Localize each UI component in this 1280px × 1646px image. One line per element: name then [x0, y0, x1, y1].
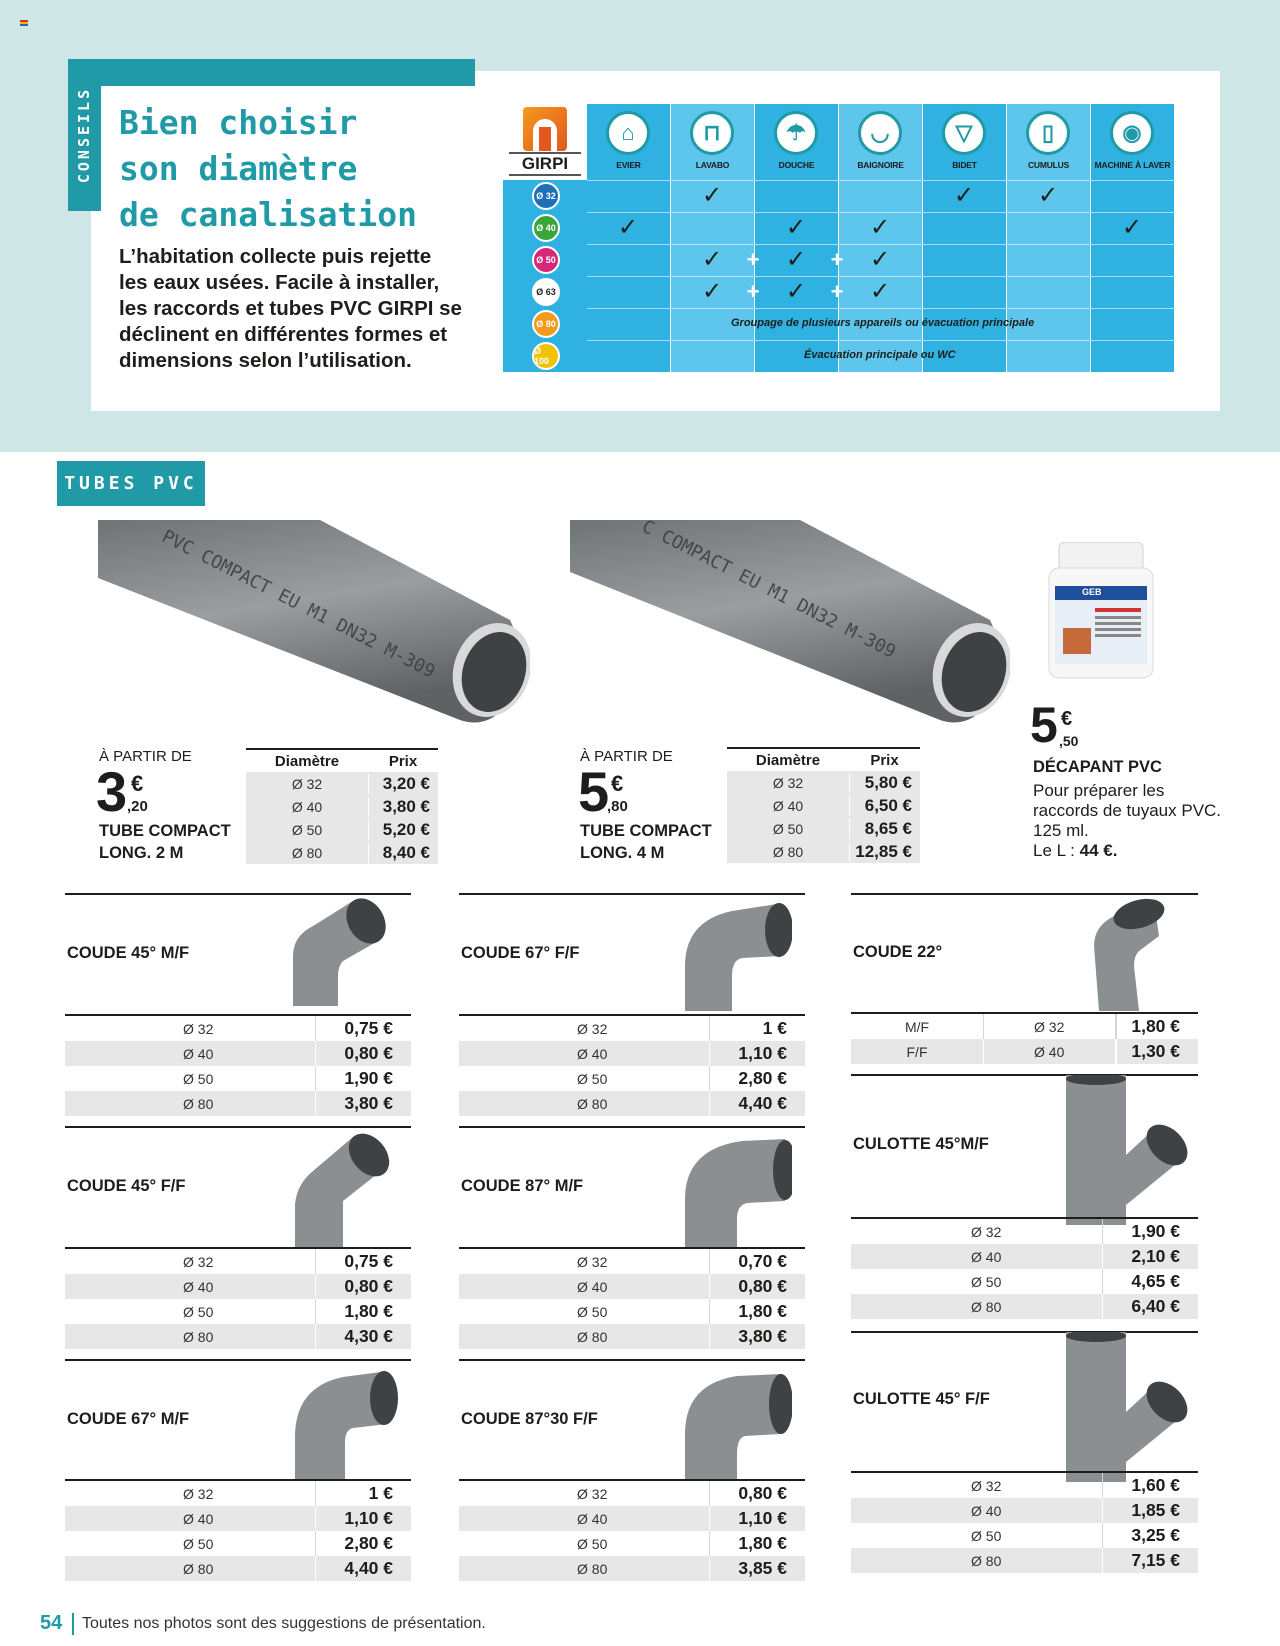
table-row-separator	[587, 308, 1180, 309]
fitting-price-table	[65, 1014, 411, 1116]
diameter-cell: Ø 50	[772, 820, 804, 837]
fitting-name: COUDE 45° F/F	[67, 1177, 186, 1195]
table-header	[246, 750, 438, 772]
fitting-image	[1041, 1332, 1191, 1482]
price-cell: 0,80 €	[709, 1481, 805, 1506]
fitting-price-table	[459, 1247, 805, 1349]
advice-text: L’habitation collecte puis rejette les eaux usées. Facile à installer, les raccords et tubes PVC GIRPI se déclinent en différentes formes et dimensions selon l’utilisation.	[119, 245, 462, 372]
check-icon: ✓	[701, 246, 723, 273]
fitting-image	[677, 896, 792, 1016]
bidet-icon: ▽	[942, 111, 986, 155]
price-cell: 1 €	[315, 1481, 411, 1506]
price-cell: 3,85 €	[709, 1556, 805, 1581]
diameter-cell: Ø 80	[971, 1298, 1002, 1315]
table-row	[851, 1473, 1198, 1498]
table-row	[65, 1324, 411, 1349]
fitting-name: CULOTTE 45° F/F	[853, 1390, 990, 1408]
check-icon: ✓	[1121, 214, 1143, 241]
diameter-badge: Ø 63	[532, 278, 560, 306]
table-row	[851, 1244, 1198, 1269]
fitting-image	[677, 1362, 792, 1482]
price-cell: 0,80 €	[315, 1041, 411, 1066]
fitting-divider	[459, 893, 805, 895]
diameter-cell: Ø 50	[577, 1535, 608, 1552]
tube-price-table	[246, 748, 438, 864]
price-cell: 7,15 €	[1102, 1548, 1198, 1573]
table-row	[65, 1274, 411, 1299]
fitting-name: COUDE 67° M/F	[67, 1410, 190, 1428]
price-cell: 4,40 €	[315, 1556, 411, 1581]
price-cell: 6,40 €	[1102, 1294, 1198, 1319]
usage-note: Groupage de plusieurs appareils ou évacuation principale	[731, 317, 1035, 329]
table-row	[65, 1041, 411, 1066]
fitting-image	[677, 1129, 792, 1249]
diameter-cell: Ø 40	[183, 1278, 214, 1295]
price-cents: ,20	[127, 798, 148, 815]
diameter-cell: Ø 32	[971, 1223, 1002, 1240]
diameter-cell: Ø 50	[577, 1303, 608, 1320]
fitting-divider	[851, 893, 1198, 895]
price-cell: 1,90 €	[315, 1066, 411, 1091]
appliance-label: DOUCHE	[778, 160, 815, 170]
product-name	[580, 820, 712, 864]
price-cents: ,50	[1059, 733, 1079, 749]
table-row	[459, 1091, 805, 1116]
page-number: 54	[40, 1612, 63, 1634]
girpi-logo-icon	[523, 107, 567, 151]
diameter-badge: Ø 32	[532, 182, 560, 210]
diameter-cell: Ø 32	[984, 1014, 1116, 1039]
diameter-cell: Ø 80	[577, 1328, 608, 1345]
table-row	[851, 1269, 1198, 1294]
diameter-cell: Ø 40	[577, 1510, 608, 1527]
price-cents: ,80	[607, 798, 628, 815]
water-heater-icon: ▯	[1026, 111, 1070, 155]
price-cell: 1,10 €	[315, 1506, 411, 1531]
diameter-cell: Ø 80	[772, 843, 804, 860]
table-row	[727, 794, 920, 817]
diameter-cell: Ø 40	[984, 1039, 1116, 1064]
product-description-line: Pour préparer les	[1033, 781, 1165, 800]
diameter-badge: Ø 100	[532, 342, 560, 370]
usage-note: Évacuation principale ou WC	[804, 349, 956, 361]
price-integer: 3	[96, 760, 128, 823]
price-cell: 1,80 €	[315, 1299, 411, 1324]
table-row	[851, 1523, 1198, 1548]
product-name: DÉCAPANT PVC	[1033, 758, 1162, 776]
price-cell: 1,80 €	[1116, 1014, 1198, 1039]
fitting-divider	[65, 1359, 411, 1361]
advice-title-line: de canalisation	[119, 195, 418, 234]
diameter-badge: Ø 40	[532, 214, 560, 242]
table-row	[65, 1016, 411, 1041]
footer-separator	[72, 1613, 74, 1635]
price-cell: 1,85 €	[1102, 1498, 1198, 1523]
column-header: Diamètre	[274, 752, 340, 770]
unit-price-label: Le L :	[1033, 841, 1080, 860]
plus-icon: +	[830, 247, 844, 272]
column-header: Diamètre	[755, 751, 821, 769]
price-currency: €	[1061, 708, 1073, 730]
table-row	[851, 1219, 1198, 1244]
appliance-label: BAIGNOIRE	[857, 160, 904, 170]
diameter-cell: Ø 50	[971, 1273, 1002, 1290]
fitting-image	[1041, 1075, 1191, 1225]
table-row	[459, 1066, 805, 1091]
diameter-cell: Ø 32	[183, 1485, 214, 1502]
table-row	[459, 1041, 805, 1066]
check-icon: ✓	[1037, 182, 1059, 209]
section-title: TUBES PVC	[57, 461, 205, 506]
table-row	[459, 1299, 805, 1324]
check-icon: ✓	[785, 214, 807, 241]
advice-tab-label: CONSEILS	[75, 86, 94, 184]
plus-icon: +	[746, 279, 760, 304]
bathtub-icon: ◡	[858, 111, 902, 155]
plus-icon: +	[830, 279, 844, 304]
check-icon: ✓	[701, 182, 723, 209]
table-row	[65, 1249, 411, 1274]
diameter-cell: Ø 32	[772, 774, 804, 791]
shower-icon: ☂	[774, 111, 818, 155]
appliance-label: MACHINE À LAVER	[1094, 160, 1171, 170]
jar-brand-label: GEB	[1082, 587, 1102, 597]
price-cell: 1,10 €	[709, 1041, 805, 1066]
table-row	[246, 772, 438, 795]
check-icon: ✓	[953, 182, 975, 209]
fitting-price-table	[65, 1479, 411, 1581]
table-row	[246, 795, 438, 818]
appliance-label: LAVABO	[695, 160, 730, 170]
unit-price	[1033, 841, 1117, 861]
variant-cell: F/F	[851, 1039, 984, 1064]
table-row-separator	[587, 180, 1180, 181]
fitting-price-table	[851, 1217, 1198, 1319]
table-row	[727, 817, 920, 840]
pvc-tube-2m-image	[90, 520, 530, 730]
product-description-line: raccords de tuyaux PVC.	[1033, 801, 1222, 820]
appliance-label: EVIER	[616, 160, 641, 170]
fitting-price-table	[65, 1247, 411, 1349]
fitting-image	[1069, 896, 1184, 1016]
table-row	[65, 1506, 411, 1531]
diameter-cell: Ø 50	[291, 821, 323, 838]
diameter-cell: Ø 32	[183, 1253, 214, 1270]
diameter-cell: Ø 80	[971, 1552, 1002, 1569]
diameter-cell: Ø 80	[183, 1560, 214, 1577]
fitting-divider	[65, 893, 411, 895]
price-integer: 5	[1030, 697, 1058, 753]
pvc-tube-4m-image	[570, 520, 1010, 730]
table-row	[459, 1324, 805, 1349]
diameter-cell: Ø 50	[971, 1527, 1002, 1544]
sink-icon: ⌂	[606, 111, 650, 155]
diameter-cell: Ø 80	[291, 844, 323, 861]
table-row	[65, 1091, 411, 1116]
washbasin-icon: ⊓	[690, 111, 734, 155]
advice-title-line: son diamètre	[119, 149, 358, 188]
diameter-badge: Ø 50	[532, 246, 560, 274]
price-cell: 2,80 €	[315, 1531, 411, 1556]
diameter-cell: Ø 32	[291, 775, 323, 792]
product-name-line: TUBE COMPACT	[99, 822, 231, 840]
fitting-image	[283, 1129, 398, 1249]
diameter-cell: Ø 32	[577, 1253, 608, 1270]
diameter-cell: Ø 40	[772, 797, 804, 814]
diameter-cell: Ø 80	[577, 1095, 608, 1112]
table-row	[459, 1556, 805, 1581]
table-row	[65, 1556, 411, 1581]
diameter-cell: Ø 50	[183, 1535, 214, 1552]
plus-icon: +	[746, 247, 760, 272]
decapant-jar-image	[1045, 542, 1157, 680]
price-cell: 3,25 €	[1102, 1523, 1198, 1548]
fitting-name: COUDE 45° M/F	[67, 944, 190, 962]
price-cell: 3,80 €	[368, 797, 438, 817]
price-cell: 5,80 €	[849, 773, 920, 793]
footer-note: Toutes nos photos sont des suggestions de présentation.	[82, 1615, 486, 1632]
table-row	[65, 1531, 411, 1556]
table-row	[65, 1299, 411, 1324]
diameter-cell: Ø 40	[577, 1045, 608, 1062]
diameter-cell: Ø 32	[577, 1020, 608, 1037]
price-cell: 0,75 €	[315, 1249, 411, 1274]
variant-cell: M/F	[851, 1014, 984, 1039]
table-row	[246, 841, 438, 864]
product-name-line: LONG. 2 M	[99, 844, 184, 862]
price-cell: 2,80 €	[709, 1066, 805, 1091]
color-mark	[20, 20, 28, 26]
diameter-column	[503, 180, 587, 372]
fitting-price-table	[851, 1012, 1198, 1064]
price-cell: 0,80 €	[709, 1274, 805, 1299]
price-cell: 2,10 €	[1102, 1244, 1198, 1269]
price-cell: 0,70 €	[709, 1249, 805, 1274]
price-cell: 0,75 €	[315, 1016, 411, 1041]
price-currency: €	[131, 771, 144, 796]
check-icon: ✓	[869, 246, 891, 273]
diameter-badge: Ø 80	[532, 310, 560, 338]
girpi-logo-text: GIRPI	[509, 152, 581, 176]
pipe-marking: PVC COMPACT EU M1 DN32 M-309	[158, 526, 439, 683]
table-row	[459, 1274, 805, 1299]
price-cell: 4,40 €	[709, 1091, 805, 1116]
washing-machine-icon: ◉	[1110, 111, 1154, 155]
fitting-price-table	[459, 1014, 805, 1116]
diameter-cell: Ø 40	[577, 1278, 608, 1295]
check-icon: ✓	[617, 214, 639, 241]
appliance-column	[1007, 104, 1090, 372]
diameter-cell: Ø 50	[183, 1070, 214, 1087]
price-cell: 3,20 €	[368, 774, 438, 794]
table-row-separator	[587, 340, 1180, 341]
table-row	[459, 1016, 805, 1041]
fitting-divider	[459, 1126, 805, 1128]
check-icon: ✓	[701, 278, 723, 305]
girpi-logo	[503, 105, 587, 179]
advice-header-bar	[68, 59, 475, 86]
advice-title-line: Bien choisir	[119, 103, 358, 142]
appliance-label: CUMULUS	[1027, 160, 1070, 170]
appliance-column	[671, 104, 754, 372]
price-cell: 4,65 €	[1102, 1269, 1198, 1294]
table-row	[65, 1481, 411, 1506]
table-row	[851, 1039, 1198, 1064]
price-cell: 6,50 €	[849, 796, 920, 816]
price-cell: 1,90 €	[1102, 1219, 1198, 1244]
check-icon: ✓	[785, 246, 807, 273]
check-icon: ✓	[869, 214, 891, 241]
price-cell: 1,80 €	[709, 1531, 805, 1556]
appliance-column	[923, 104, 1006, 372]
price-currency: €	[611, 771, 624, 796]
product-name-line: LONG. 4 M	[580, 844, 665, 862]
diameter-cell: Ø 32	[183, 1020, 214, 1037]
table-row-separator	[587, 212, 1180, 213]
pipe-marking: C COMPACT EU M1 DN32 M-309	[638, 516, 900, 663]
diameter-cell: Ø 32	[971, 1477, 1002, 1494]
price-cell: 8,40 €	[368, 843, 438, 863]
fitting-name: COUDE 87°30 F/F	[461, 1410, 598, 1428]
diameter-cell: Ø 80	[183, 1328, 214, 1345]
price-cell: 0,80 €	[315, 1274, 411, 1299]
diameter-cell: Ø 80	[183, 1095, 214, 1112]
price-integer: 5	[578, 760, 610, 823]
price-cell: 1,60 €	[1102, 1473, 1198, 1498]
tube-price-table	[727, 747, 920, 863]
table-row	[459, 1249, 805, 1274]
fitting-name: COUDE 22°	[853, 943, 943, 961]
diameter-cell: Ø 40	[971, 1502, 1002, 1519]
diameter-cell: Ø 50	[577, 1070, 608, 1087]
unit-price-value: 44 €.	[1079, 841, 1118, 860]
table-header	[727, 749, 920, 771]
fitting-image	[283, 896, 398, 1016]
price-cell: 3,80 €	[709, 1324, 805, 1349]
diameter-cell: Ø 40	[971, 1248, 1002, 1265]
fitting-divider	[459, 1359, 805, 1361]
diameter-cell: Ø 32	[577, 1485, 608, 1502]
table-row	[851, 1014, 1198, 1039]
fitting-price-table	[851, 1471, 1198, 1573]
table-row	[246, 818, 438, 841]
price-cell: 5,20 €	[368, 820, 438, 840]
fitting-name: CULOTTE 45°M/F	[853, 1135, 989, 1153]
diameter-cell: Ø 40	[291, 798, 323, 815]
check-icon: ✓	[869, 278, 891, 305]
fitting-price-table	[459, 1479, 805, 1581]
price-cell: 1,10 €	[709, 1506, 805, 1531]
product-name	[99, 820, 231, 864]
diameter-cell: Ø 40	[183, 1045, 214, 1062]
table-row	[65, 1066, 411, 1091]
price-cell: 12,85 €	[849, 842, 920, 862]
table-row	[727, 771, 920, 794]
column-header: Prix	[388, 752, 418, 770]
price-cell: 4,30 €	[315, 1324, 411, 1349]
product-description-line: 125 ml.	[1033, 821, 1089, 840]
table-row	[727, 840, 920, 863]
appliance-label: BIDET	[952, 160, 977, 170]
table-row	[459, 1506, 805, 1531]
table-row	[851, 1548, 1198, 1573]
diameter-cell: Ø 40	[183, 1510, 214, 1527]
diameter-cell: Ø 50	[183, 1303, 214, 1320]
diameter-cell: Ø 80	[577, 1560, 608, 1577]
fitting-divider	[65, 1126, 411, 1128]
fitting-name: COUDE 87° M/F	[461, 1177, 584, 1195]
advice-title	[119, 100, 479, 238]
table-row	[459, 1481, 805, 1506]
price-cell: 1 €	[709, 1016, 805, 1041]
price-from-label: À PARTIR DE	[580, 748, 673, 765]
price-cell: 1,80 €	[709, 1299, 805, 1324]
price-cell: 8,65 €	[849, 819, 920, 839]
product-name-line: TUBE COMPACT	[580, 822, 712, 840]
price-cell: 1,30 €	[1116, 1039, 1198, 1064]
check-icon: ✓	[785, 278, 807, 305]
column-header: Prix	[870, 751, 899, 769]
table-row-separator	[587, 244, 1180, 245]
price-cell: 3,80 €	[315, 1091, 411, 1116]
table-row	[851, 1498, 1198, 1523]
price-from-label: À PARTIR DE	[99, 748, 192, 765]
table-row	[459, 1531, 805, 1556]
table-row	[851, 1294, 1198, 1319]
fitting-image	[283, 1362, 398, 1482]
table-row-separator	[587, 276, 1180, 277]
fitting-name: COUDE 67° F/F	[461, 944, 580, 962]
